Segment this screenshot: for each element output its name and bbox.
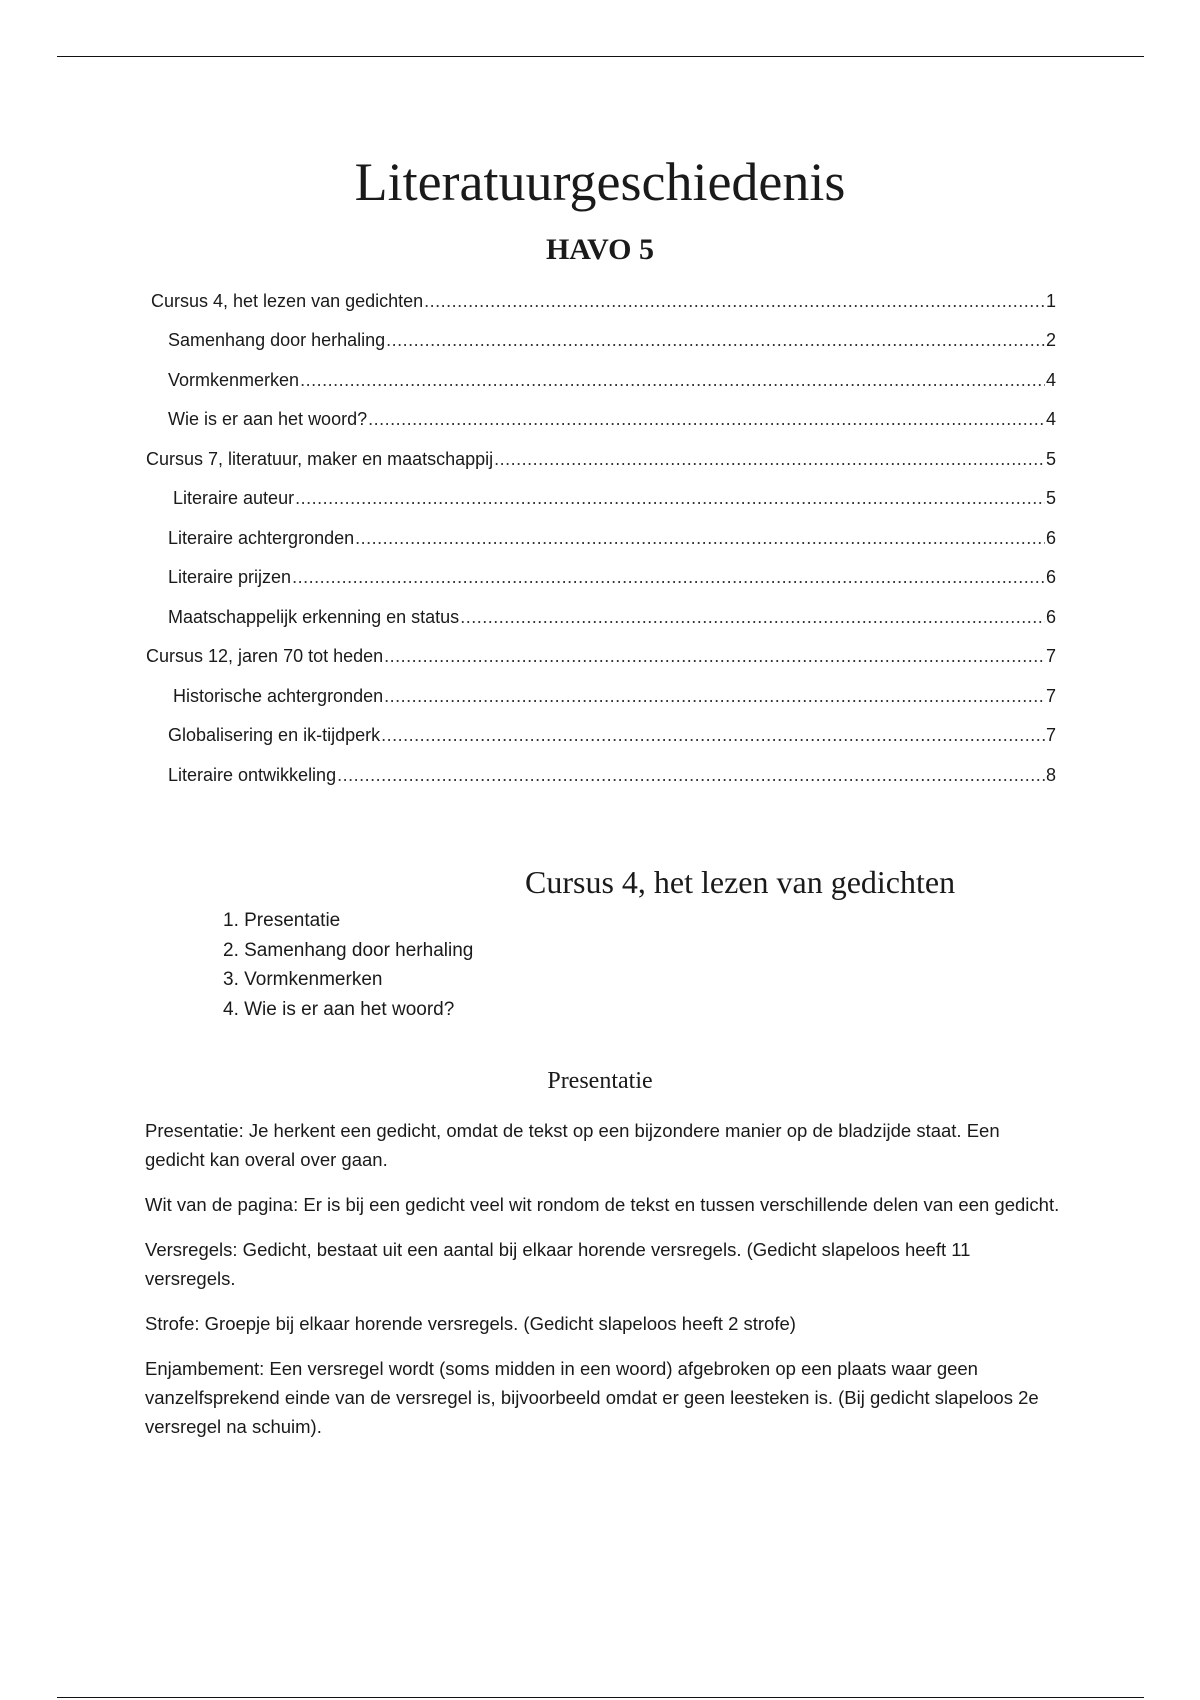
toc-entry[interactable] xyxy=(168,566,1056,588)
toc-entry-label: Literaire achtergronden xyxy=(168,528,355,548)
toc-entry[interactable] xyxy=(168,527,1056,549)
toc-leader-dots xyxy=(337,764,1045,786)
paragraph: Strofe: Groepje bij elkaar horende versregels. (Gedicht slapeloos heeft 2 strofe) xyxy=(145,1313,796,1334)
toc-leader-dots xyxy=(384,645,1045,667)
toc-entry-label: Maatschappelijk erkenning en status xyxy=(168,607,460,627)
toc-entry-page: 2 xyxy=(1045,330,1056,350)
paragraph: Presentatie: Je herkent een gedicht, omdat de tekst op een bijzondere manier op de bladzijde staat. Een gedicht kan overal over gaan. xyxy=(145,1120,1000,1170)
toc-entry[interactable] xyxy=(168,724,1056,746)
toc-entry-page: 1 xyxy=(1045,291,1056,311)
toc-entry[interactable] xyxy=(146,645,1056,667)
toc-entry-label: Historische achtergronden xyxy=(173,686,384,706)
toc-entry-label: Literaire prijzen xyxy=(168,567,292,587)
toc-leader-dots xyxy=(295,487,1045,509)
subsection-heading: Presentatie xyxy=(547,1068,653,1094)
section-numbered-list xyxy=(223,906,473,1024)
bottom-rule xyxy=(57,1697,1144,1698)
document-title: Literatuurgeschiedenis xyxy=(354,152,846,212)
toc-entry[interactable] xyxy=(173,487,1056,509)
toc-entry-label: Vormkenmerken xyxy=(168,370,300,390)
toc-entry[interactable] xyxy=(173,685,1056,707)
toc-entry-page: 4 xyxy=(1045,409,1056,429)
document-subtitle: HAVO 5 xyxy=(545,233,655,266)
section-heading: Cursus 4, het lezen van gedichten xyxy=(525,864,956,900)
paragraph: Versregels: Gedicht, bestaat uit een aantal bij elkaar horende versregels. (Gedicht slapeloos heeft 11 versregels. xyxy=(145,1239,971,1289)
toc-leader-dots xyxy=(300,369,1045,391)
paragraph: Enjambement: Een versregel wordt (soms midden in een woord) afgebroken op een plaats waar geen vanzelfsprekend einde van de versregel is, bijvoorbeeld omdat er geen leesteken is. (Bij gedicht slapeloos 2e versregel na schuim). xyxy=(145,1358,1039,1437)
toc-leader-dots xyxy=(384,685,1045,707)
toc-entry[interactable] xyxy=(168,408,1056,430)
toc-entry-page: 7 xyxy=(1045,686,1056,706)
list-item: 4. Wie is er aan het woord? xyxy=(223,998,455,1020)
toc-entry-page: 6 xyxy=(1045,567,1056,587)
toc-leader-dots xyxy=(386,329,1045,351)
paragraph: Wit van de pagina: Er is bij een gedicht veel wit rondom de tekst en tussen verschillende delen van een gedicht. xyxy=(145,1194,1060,1215)
toc-entry[interactable] xyxy=(168,369,1056,391)
toc-entry-page: 6 xyxy=(1045,607,1056,627)
toc-entry-label: Literaire auteur xyxy=(173,488,295,508)
toc-leader-dots xyxy=(494,448,1045,470)
toc-entry-label: Cursus 12, jaren 70 tot heden xyxy=(146,646,384,666)
toc-leader-dots xyxy=(355,527,1045,549)
toc-entry-page: 8 xyxy=(1045,765,1056,785)
toc-entry-label: Cursus 7, literatuur, maker en maatschappij xyxy=(146,449,494,469)
list-item: 1. Presentatie xyxy=(223,910,341,931)
toc-entry-label: Cursus 4, het lezen van gedichten xyxy=(151,291,424,311)
list-item: 3. Vormkenmerken xyxy=(223,969,383,990)
toc-entry-label: Samenhang door herhaling xyxy=(168,330,386,350)
toc-entry-page: 4 xyxy=(1045,370,1056,390)
body-text xyxy=(145,1116,1060,1457)
toc-entry-page: 7 xyxy=(1045,725,1056,745)
toc-leader-dots xyxy=(368,408,1045,430)
toc-leader-dots xyxy=(424,290,1045,312)
toc-entry-label: Literaire ontwikkeling xyxy=(168,765,337,785)
toc-entry[interactable] xyxy=(151,290,1056,312)
toc-entry[interactable] xyxy=(146,448,1056,470)
toc-leader-dots xyxy=(292,566,1045,588)
toc-leader-dots xyxy=(460,606,1045,628)
toc-entry-page: 7 xyxy=(1045,646,1056,666)
toc-entry[interactable] xyxy=(168,764,1056,786)
toc-entry[interactable] xyxy=(168,606,1056,628)
toc-entry-page: 5 xyxy=(1045,449,1056,469)
toc-entry-label: Globalisering en ik-tijdperk xyxy=(168,725,381,745)
toc-entry-page: 5 xyxy=(1045,488,1056,508)
top-rule xyxy=(57,56,1144,57)
toc-leader-dots xyxy=(381,724,1045,746)
toc-entry-page: 6 xyxy=(1045,528,1056,548)
toc-entry-label: Wie is er aan het woord? xyxy=(168,409,368,429)
toc-entry[interactable] xyxy=(168,329,1056,351)
list-item: 2. Samenhang door herhaling xyxy=(223,939,474,961)
